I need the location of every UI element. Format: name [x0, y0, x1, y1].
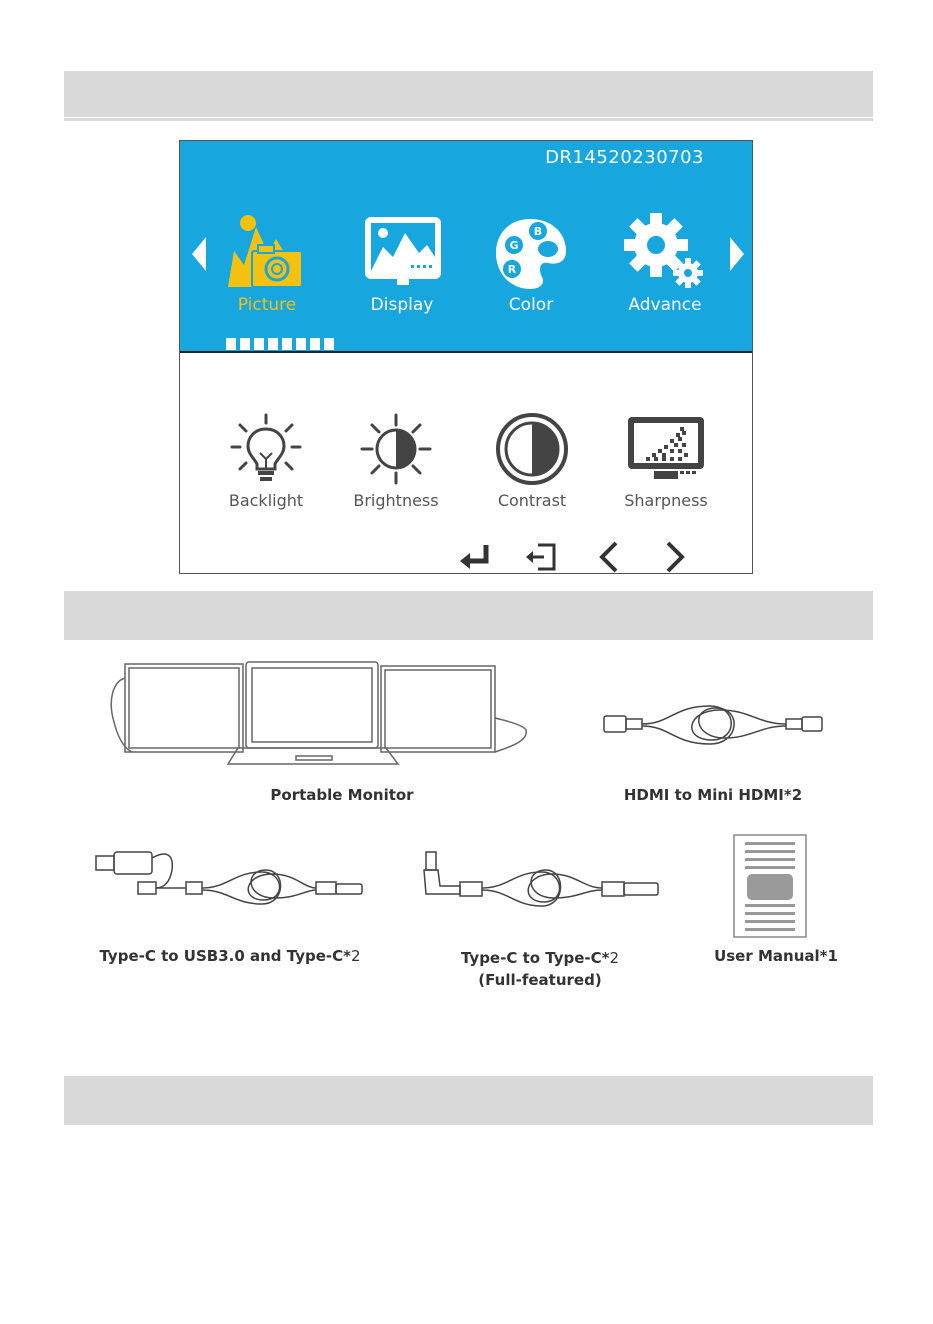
usb-cable-caption	[80, 947, 380, 965]
tab-picture[interactable]	[212, 213, 322, 315]
chevron-right-icon[interactable]	[658, 541, 692, 573]
osd-menu	[179, 140, 753, 574]
palette-letter-b: B	[533, 225, 543, 238]
sun-icon	[356, 413, 436, 485]
portable-monitor-image	[100, 658, 532, 770]
tab-label: Color	[508, 295, 554, 315]
section-rule-3	[64, 1122, 873, 1125]
usb-cable-caption-count: 2	[350, 947, 361, 965]
typec-cable-image	[416, 850, 666, 908]
tab-advance[interactable]	[610, 213, 720, 315]
gear-icon	[624, 213, 706, 291]
usb-cable-image	[94, 844, 366, 912]
item-label: Backlight	[228, 491, 304, 510]
tab-color[interactable]	[476, 213, 586, 315]
typec-cable-caption	[420, 947, 660, 991]
tab-next-arrow-icon[interactable]	[730, 237, 744, 271]
item-backlight[interactable]	[206, 413, 326, 510]
usb-cable-caption-text: Type-C to USB3.0 and Type-C*	[99, 947, 351, 965]
item-contrast[interactable]	[472, 413, 592, 510]
item-label: Brightness	[353, 491, 439, 510]
tab-prev-arrow-icon[interactable]	[192, 237, 206, 271]
contrast-icon	[492, 413, 572, 485]
user-manual-caption: User Manual*1	[714, 947, 838, 965]
item-label: Contrast	[497, 491, 567, 510]
display-icon	[361, 213, 443, 291]
portable-monitor-caption: Portable Monitor	[270, 786, 414, 804]
tab-label: Display	[370, 295, 434, 315]
typec-cable-caption-text: Type-C to Type-C*	[460, 949, 610, 967]
page-indicator	[226, 335, 338, 354]
section-header-bar-2	[64, 591, 873, 637]
palette-letter-g: G	[509, 239, 519, 252]
section-header-bar-3	[64, 1076, 873, 1122]
chevron-left-icon[interactable]	[594, 541, 628, 573]
typec-cable-caption-count: 2	[609, 949, 620, 967]
picture-icon	[226, 213, 308, 291]
item-brightness[interactable]	[336, 413, 456, 510]
enter-icon[interactable]	[458, 541, 492, 573]
exit-icon[interactable]	[524, 541, 558, 573]
item-label: Sharpness	[624, 491, 708, 510]
hdmi-cable-caption: HDMI to Mini HDMI*2	[623, 786, 803, 804]
user-manual-image	[733, 834, 807, 938]
osd-tab-bar	[180, 141, 752, 353]
section-header-bar-1	[64, 71, 873, 117]
palette-letter-r: R	[507, 263, 517, 276]
hdmi-cable-image	[600, 700, 830, 750]
tab-display[interactable]	[347, 213, 457, 315]
section-rule-2	[64, 637, 873, 640]
tab-label: Picture	[237, 295, 297, 315]
item-sharpness[interactable]	[606, 413, 726, 510]
bulb-icon	[226, 413, 306, 485]
sharpness-icon	[624, 413, 708, 485]
palette-icon	[490, 213, 572, 291]
tab-label: Advance	[628, 295, 702, 315]
serial-number: DR14520230703	[545, 147, 704, 168]
typec-cable-caption-note: (Full-featured)	[478, 971, 602, 989]
section-rule-1	[64, 118, 873, 121]
